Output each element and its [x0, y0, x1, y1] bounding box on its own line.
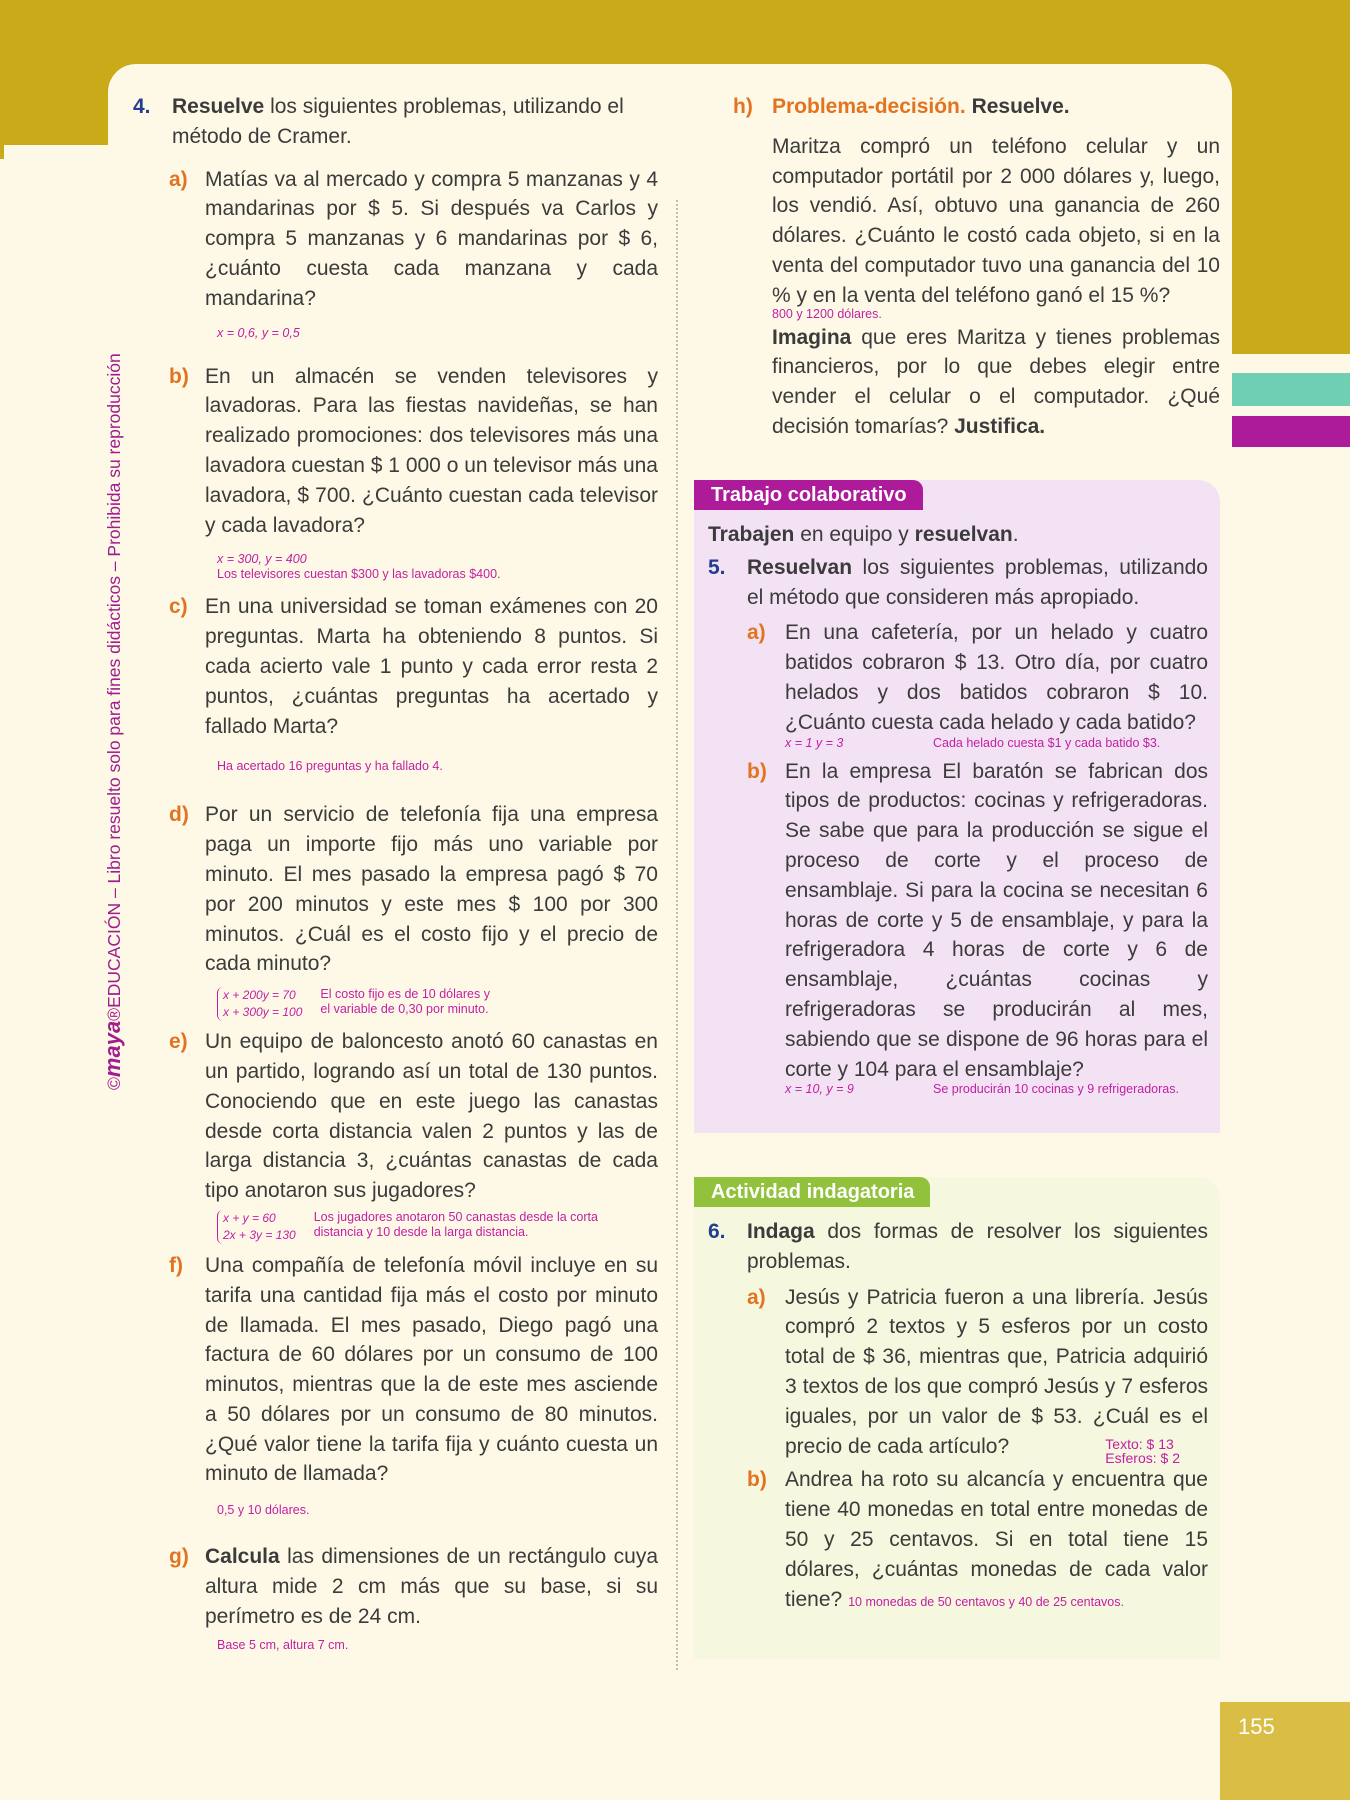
page-number-box	[1220, 1702, 1350, 1800]
problem-a: a) Matías va al mercado y compra 5 manzanas y 4 mandarinas por $ 5. Si después va Carlos y compra 5 manzanas y 6 mandarinas por $ 6, ¿cuánto cuesta cada manzana y cada mandarina?	[169, 165, 658, 314]
answer-f: 0,5 y 10 dólares.	[217, 1503, 310, 1518]
equation-system: x + 200y = 70 x + 300y = 100	[217, 987, 302, 1021]
problem-g: g) Calcula las dimensiones de un rectángulo cuya altura mide 2 cm más que su base, si su perímetro es de 24 cm.	[169, 1545, 658, 1628]
actividad-indagatoria-title: Actividad indagatoria	[694, 1177, 930, 1207]
problem-6a: a) Jesús y Patricia fueron a una librería. Jesús compró 2 textos y 5 esferos por un costo total de $ 36, mientras que, Patricia adquirió 3 textos de los que compró Jesús y 7 esferos iguales, por un valor de $ 53. ¿Cuál es el precio de cada artículo? Texto: $ 13 Esferos: $ 2	[747, 1285, 1208, 1467]
exercise-5-heading: 5. Resuelvan los siguientes problemas, utilizando el método que consideren más apropiado.	[708, 555, 1208, 609]
problem-c: c) En una universidad se toman exámenes con 20 preguntas. Marta ha obteniendo 8 puntos. Si cada acierto vale 1 punto y cada error resta 2 puntos, ¿cuántas preguntas ha acertado y fallado Marta?	[169, 592, 658, 741]
problem-text: En un almacén se venden televisores y lavadoras. Para las fiestas navideñas, se han realizado promociones: dos televisores más una lavadora cuestan $ 1 000 o un televisor más una lavadora, $ 700. ¿Cuánto cuestan cada televisor y cada lavadora?	[205, 364, 658, 537]
exercise-number: 4.	[133, 95, 151, 118]
exercise-4-heading	[133, 92, 658, 152]
instruction-verb: Resuelve	[172, 95, 265, 118]
answer-6a: Texto: $ 13 Esferos: $ 2	[1105, 1436, 1180, 1467]
problem-d: d) Por un servicio de telefonía fija una empresa paga un importe fijo más uno variable por minuto. El mes pasado la empresa pagó $ 70 por 200 minutos y este mes $ 100 por 300 minutos. ¿Cuál es el costo fijo y el precio de cada minuto?	[169, 800, 658, 979]
answer-a: x = 0,6, y = 0,5	[217, 325, 300, 340]
page-number: 155	[1238, 1714, 1275, 1739]
problem-5a: a) En una cafetería, por un helado y cuatro batidos cobraron $ 13. Otro día, por cuatro helados y dos batidos cobraron $ 10. ¿Cuánto cuesta cada helado y cada batido?	[747, 621, 1208, 734]
exercise-6-heading: 6. Indaga dos formas de resolver los siguientes problemas.	[708, 1220, 1208, 1273]
problem-h	[710, 92, 1220, 442]
actividad-indagatoria-box	[694, 1177, 1220, 1659]
problem-text: Un equipo de baloncesto anotó 60 canastas en un partido, logrando así un total de 130 puntos. Conociendo que en este juego las canastas desde corta distancia valen 2 puntos y las de larga distancia 3, ¿cuántas canastas de cada tipo anotaron sus jugadores?	[205, 1030, 658, 1203]
answer-e: x + y = 60 2x + 3y = 130 Los jugadores anotaron 50 canastas desde la corta distancia y 10 desde la larga distancia.	[217, 1210, 658, 1244]
problem-5b: b) En la empresa El baratón se fabrican dos tipos de productos: cocinas y refrigeradoras. Se sabe que para la producción se sigue el proceso de corte y el proceso de ensamblaje. Si para la cocina se necesitan 6 horas de corte y 5 de ensamblaje, y para la refrigeradora 4 horas de corte y 6 de ensamblaje, ¿cuántas cocinas y refrigeradoras se producirán al mes, sabiendo que se dispone de 96 horas para el corte y 104 para el ensamblaje?	[747, 759, 1208, 1081]
answer-6b: 10 monedas de 50 centavos y 40 de 25 centavos.	[848, 1594, 1124, 1609]
problem-text: En una universidad se toman exámenes con 20 preguntas. Marta ha obteniendo 8 puntos. Si cada acierto vale 1 punto y cada error resta 2 puntos, ¿cuántas preguntas ha acertado y fallado Marta?	[205, 595, 658, 738]
trabajo-colaborativo-title: Trabajo colaborativo	[694, 480, 923, 510]
left-strip	[0, 145, 4, 159]
problem-h-text2: Imagina que eres Maritza y tienes problemas financieros, por lo que debes elegir entre vender el celular o el computador. ¿Qué decisión tomarías? Justifica.	[772, 325, 1220, 438]
answer-5a: x = 1 y = 3 Cada helado cuesta $1 y cada batido $3.	[785, 735, 1161, 750]
answer-b: x = 300, y = 400 Los televisores cuestan $300 y las lavadoras $400.	[217, 552, 501, 582]
problem-e: e) Un equipo de baloncesto anotó 60 canastas en un partido, logrando así un total de 130 puntos. Conociendo que en este juego las canastas desde corta distancia valen 2 puntos y las de larga distancia 3, ¿cuántas canastas de cada tipo anotaron sus jugadores?	[169, 1027, 658, 1206]
problem-h-heading: h) Problema-decisión. Resuelve.	[733, 95, 1070, 118]
answer-h: 800 y 1200 dólares.	[772, 306, 882, 321]
problem-f: f) Una compañía de telefonía móvil incluye en su tarifa una cantidad fija más el costo por minuto de llamada. El mes pasado, Diego pagó una factura de 60 dólares por un consumo de 100 minutos, mientras que la de este mes asciende a 50 dólares por un consumo de 80 minutos. ¿Qué valor tiene la tarifa fija y cuánto cuesta un minuto de llamada?	[169, 1251, 658, 1489]
problem-h-text: Maritza compró un teléfono celular y un computador portátil por 2 000 dólares y, luego, los vendió. Así, obtuvo una ganancia de 260 dólares. ¿Cuánto le costó cada objeto, si en la venta del computador tuvo una ganancia del 10 % y en la venta del teléfono ganó el 15 %?	[772, 134, 1220, 307]
trabajo-colaborativo-box	[694, 480, 1220, 1133]
answer-c: Ha acertado 16 preguntas y ha fallado 4.	[217, 759, 443, 774]
problem-text: Una compañía de telefonía móvil incluye en su tarifa una cantidad fija más el costo por minuto de llamada. El mes pasado, Diego pagó una factura de 60 dólares por un consumo de 100 minutos, mientras que la de este mes asciende a 50 dólares por un consumo de 80 minutos. ¿Qué valor tiene la tarifa fija y cuánto cuesta un minuto de llamada?	[205, 1253, 658, 1486]
right-margin-band	[1232, 60, 1350, 354]
problem-text: las dimensiones de un rectángulo cuya altura mide 2 cm más que su base, si su perímetro es de 24 cm.	[205, 1545, 658, 1628]
margin-tab-magenta	[1232, 416, 1350, 447]
exercise-intro: los siguientes problemas, utilizando el método de Cramer.	[172, 95, 624, 148]
side-copyright-text: ©maya®EDUCACIÓN – Libro resuelto solo para fines didácticos – Prohibida su reproducción	[100, 353, 125, 1090]
column-divider	[676, 200, 678, 1670]
problem-text: Matías va al mercado y compra 5 manzanas y 4 mandarinas por $ 5. Si después va Carlos y compra 5 manzanas y 6 mandarinas por $ 6, ¿cuánto cuesta cada manzana y cada mandarina?	[205, 167, 658, 310]
problem-b: b) En un almacén se venden televisores y lavadoras. Para las fiestas navideñas, se han realizado promociones: dos televisores más una lavadora cuestan $ 1 000 o un televisor más una lavadora, $ 700. ¿Cuánto cuestan cada televisor y cada lavadora?	[169, 362, 658, 541]
problem-text: Por un servicio de telefonía fija una empresa paga un importe fijo más uno variable por minuto. El mes pasado la empresa pagó $ 70 por 200 minutos y este mes $ 100 por 300 minutos. ¿Cuál es el costo fijo y el precio de cada minuto?	[205, 803, 658, 976]
equation-system: x + y = 60 2x + 3y = 130	[217, 1210, 296, 1244]
problem-6b: b) Andrea ha roto su alcancía y encuentra que tiene 40 monedas en total entre monedas de 50 y 25 centavos. Si en total tiene 15 dólares, ¿cuántas monedas de cada valor tiene? 10 monedas de 50 centavos y 40 de 25 centavos.	[747, 1468, 1208, 1611]
trabajo-intro: Trabajen en equipo y resuelvan.	[708, 523, 1019, 546]
answer-d: x + 200y = 70 x + 300y = 100 El costo fijo es de 10 dólares y el variable de 0,30 por minuto.	[217, 987, 658, 1021]
answer-5b: x = 10, y = 9 Se producirán 10 cocinas y 9 refrigeradoras.	[785, 1082, 1179, 1097]
exercise-4	[133, 92, 658, 1653]
instruction-verb: Calcula	[205, 1545, 280, 1569]
margin-tab-teal	[1232, 373, 1350, 406]
answer-g: Base 5 cm, altura 7 cm.	[217, 1637, 349, 1652]
